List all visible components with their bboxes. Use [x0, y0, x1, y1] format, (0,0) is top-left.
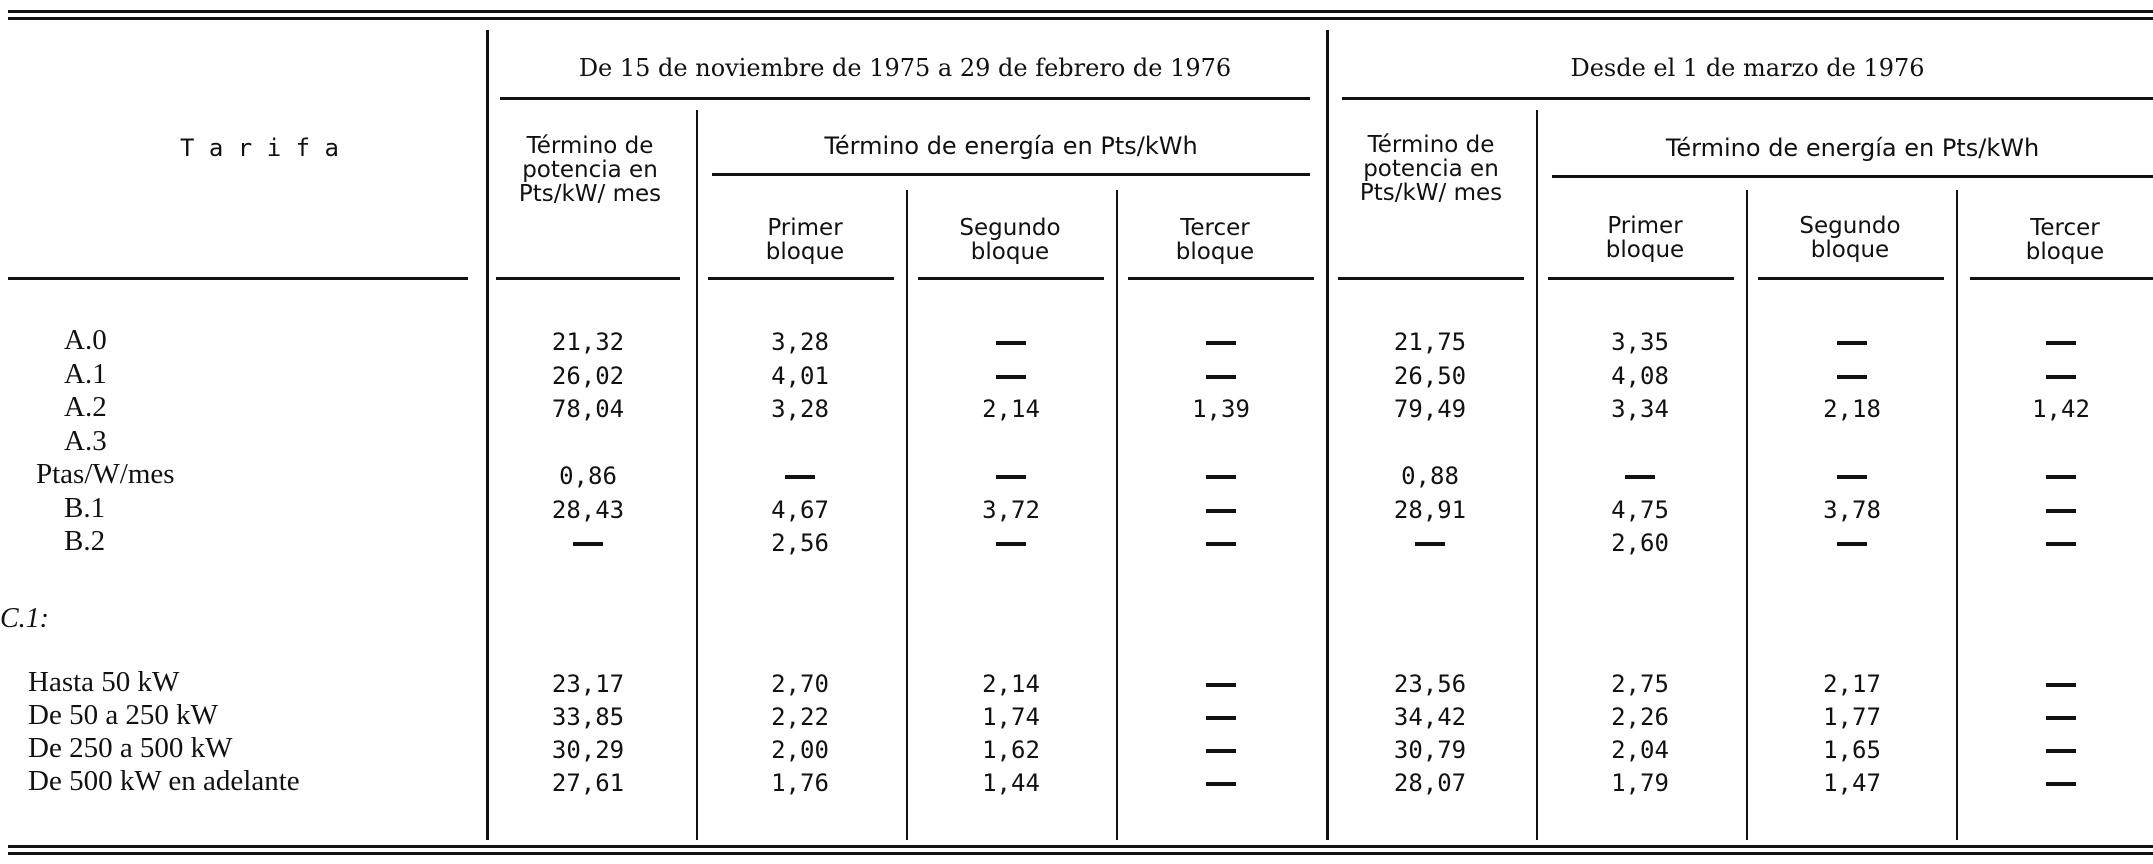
- value-cell: 2,14: [982, 670, 1040, 698]
- dash-cell: [1415, 542, 1445, 546]
- value-cell: 2,22: [771, 703, 829, 731]
- header-rule: [712, 173, 1310, 176]
- column-divider: [1746, 190, 1748, 840]
- dash-cell: [1206, 716, 1236, 720]
- dash-cell: [2046, 375, 2076, 379]
- dash-cell: [1837, 341, 1867, 345]
- value-cell: 1,65: [1823, 736, 1881, 764]
- value-cell: 2,60: [1611, 529, 1669, 557]
- row-label: A.1: [64, 357, 107, 390]
- dash-cell: [2046, 782, 2076, 786]
- dash-cell: [1837, 375, 1867, 379]
- value-cell: 2,56: [771, 529, 829, 557]
- top-rule: [8, 17, 2153, 20]
- top-rule: [8, 10, 2153, 13]
- value-cell: 4,67: [771, 495, 829, 524]
- dash-cell: [785, 475, 815, 479]
- segundo-header-1: Segundo bloque: [959, 215, 1061, 266]
- header-bottom-rule: [8, 277, 468, 280]
- row-label: A.3: [64, 424, 107, 457]
- value-cell: 2,04: [1611, 736, 1669, 764]
- primer-header-2: Primer bloque: [1605, 213, 1685, 264]
- dash-cell: [1206, 542, 1236, 546]
- value-cell: 26,02: [551, 361, 625, 390]
- column-divider: [906, 190, 908, 840]
- bottom-rule: [8, 852, 2153, 855]
- value-cell: 4,08: [1611, 361, 1669, 390]
- value-cell: 3,28: [771, 328, 829, 356]
- row-label: De 250 a 500 kW: [28, 732, 233, 764]
- value-cell: 34,42: [1393, 703, 1467, 731]
- row-label: Hasta 50 kW: [28, 666, 180, 698]
- dash-cell: [1837, 475, 1867, 479]
- header-bottom-rule: [1338, 277, 1524, 280]
- dash-cell: [1206, 749, 1236, 753]
- value-cell: 30,79: [1393, 736, 1467, 764]
- row-label: Ptas/W/mes: [36, 458, 175, 490]
- value-cell: 21,32: [551, 328, 625, 356]
- header-rule: [1342, 97, 2153, 100]
- header-rule: [500, 97, 1310, 100]
- dash-cell: [2046, 509, 2076, 513]
- dash-cell: [996, 341, 1026, 345]
- value-cell: 1,39: [1192, 395, 1250, 423]
- dash-cell: [573, 542, 603, 546]
- value-cell: 2,14: [982, 395, 1040, 423]
- header-bottom-rule: [1128, 277, 1314, 280]
- value-cell: 21,75: [1393, 328, 1467, 356]
- value-cell: 2,00: [771, 736, 829, 764]
- value-cell: 78,04: [551, 395, 625, 423]
- value-cell: 23,17: [551, 670, 625, 698]
- value-cell: 1,74: [982, 703, 1040, 731]
- potencia-header-1: Término de potencia en Pts/kW/ mes: [518, 133, 662, 208]
- dash-cell: [1206, 782, 1236, 786]
- bottom-rule: [8, 845, 2153, 848]
- value-cell: 2,26: [1611, 703, 1669, 731]
- row-label: De 50 a 250 kW: [28, 699, 219, 731]
- dash-cell: [2046, 341, 2076, 345]
- value-cell: 3,35: [1611, 328, 1669, 356]
- energia-header-1: Término de energía en Pts/kWh: [824, 132, 1198, 160]
- dash-cell: [2046, 749, 2076, 753]
- dash-cell: [996, 542, 1026, 546]
- tarifa-header: T a r i f a: [180, 134, 339, 162]
- value-cell: 27,61: [551, 769, 625, 797]
- value-cell: 4,01: [771, 361, 829, 390]
- value-cell: 23,56: [1393, 670, 1467, 698]
- dash-cell: [1206, 475, 1236, 479]
- dash-cell: [1625, 475, 1655, 479]
- dash-cell: [2046, 475, 2076, 479]
- dash-cell: [1206, 509, 1236, 513]
- dash-cell: [996, 475, 1026, 479]
- value-cell: 3,78: [1823, 495, 1881, 524]
- value-cell: 1,76: [771, 769, 829, 797]
- column-divider: [486, 30, 489, 840]
- value-cell: 1,77: [1823, 703, 1881, 731]
- header-bottom-rule: [1758, 277, 1944, 280]
- value-cell: 28,91: [1393, 495, 1467, 524]
- energia-header-2: Término de energía en Pts/kWh: [1665, 134, 2040, 162]
- value-cell: 28,07: [1393, 769, 1467, 797]
- row-label: B.2: [64, 525, 106, 557]
- row-label: A.0: [64, 324, 107, 356]
- section-label: C.1:: [0, 603, 49, 634]
- value-cell: 79,49: [1393, 395, 1467, 423]
- primer-header-1: Primer bloque: [765, 215, 845, 266]
- period-1-header: De 15 de noviembre de 1975 a 29 de febrero de 1976: [578, 54, 1232, 82]
- dash-cell: [1206, 341, 1236, 345]
- header-bottom-rule: [1548, 277, 1734, 280]
- value-cell: 0,88: [1401, 462, 1459, 490]
- header-bottom-rule: [496, 277, 680, 280]
- value-cell: 0,86: [559, 462, 617, 490]
- header-bottom-rule: [708, 277, 894, 280]
- row-label: A.2: [64, 391, 107, 423]
- value-cell: 1,42: [2032, 395, 2090, 423]
- value-cell: 3,34: [1611, 395, 1669, 423]
- dash-cell: [1206, 375, 1236, 379]
- column-divider: [1116, 190, 1118, 840]
- dash-cell: [2046, 683, 2076, 687]
- value-cell: 2,18: [1823, 395, 1881, 423]
- value-cell: 1,47: [1823, 769, 1881, 797]
- value-cell: 1,62: [982, 736, 1040, 764]
- value-cell: 2,17: [1823, 670, 1881, 698]
- column-divider: [696, 110, 698, 840]
- value-cell: 3,28: [771, 395, 829, 423]
- header-bottom-rule: [918, 277, 1104, 280]
- value-cell: 28,43: [551, 495, 625, 524]
- dash-cell: [1837, 542, 1867, 546]
- segundo-header-2: Segundo bloque: [1799, 213, 1901, 264]
- value-cell: 30,29: [551, 736, 625, 764]
- dash-cell: [1206, 683, 1236, 687]
- value-cell: 26,50: [1393, 361, 1467, 390]
- tercer-header-1: Tercer bloque: [1175, 215, 1255, 266]
- dash-cell: [996, 375, 1026, 379]
- dash-cell: [2046, 716, 2076, 720]
- value-cell: 1,79: [1611, 769, 1669, 797]
- dash-cell: [2046, 542, 2076, 546]
- period-2-header: Desde el 1 de marzo de 1976: [1570, 54, 1925, 82]
- value-cell: 4,75: [1611, 495, 1669, 524]
- header-bottom-rule: [1970, 277, 2153, 280]
- column-divider: [1956, 190, 1958, 840]
- value-cell: 2,70: [771, 670, 829, 698]
- column-divider: [1536, 110, 1538, 840]
- row-label: De 500 kW en adelante: [28, 765, 300, 797]
- value-cell: 2,75: [1611, 670, 1669, 698]
- column-divider: [1326, 30, 1329, 840]
- header-rule: [1552, 175, 2153, 178]
- tercer-header-2: Tercer bloque: [2025, 215, 2105, 266]
- value-cell: 3,72: [982, 495, 1040, 524]
- potencia-header-2: Término de potencia en Pts/kW/ mes: [1359, 132, 1503, 207]
- value-cell: 1,44: [982, 769, 1040, 797]
- value-cell: 33,85: [551, 703, 625, 731]
- row-label: B.1: [64, 491, 106, 524]
